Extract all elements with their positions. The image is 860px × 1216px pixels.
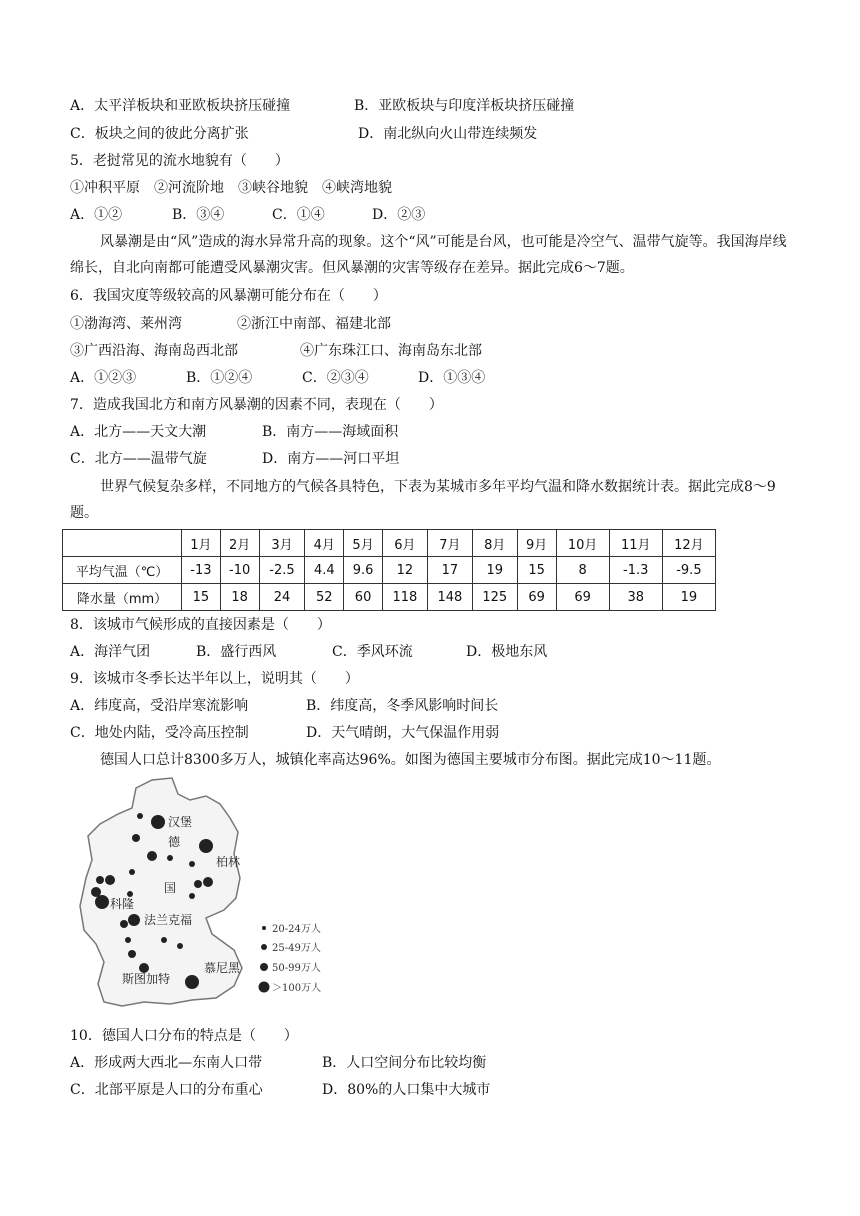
precipitation-cell: 24 <box>259 584 305 611</box>
city-dot-cologne <box>95 895 109 909</box>
temperature-cell: 17 <box>427 557 472 584</box>
month-header: 9月 <box>517 530 556 557</box>
map-label-stuttgart: 斯图加特 <box>122 972 171 986</box>
map-label-guo: 国 <box>164 881 177 895</box>
q10-stem: 10．德国人口分布的特点是（ ） <box>70 1028 298 1044</box>
precipitation-cell: 18 <box>220 584 259 611</box>
q8-stem: 8．该城市气候形成的直接因素是（ ） <box>70 617 331 633</box>
precipitation-cell: 69 <box>556 584 609 611</box>
q10-option-b: B．人口空间分布比较均衡 <box>322 1055 487 1071</box>
passage-germany: 德国人口总计8300多万人，城镇化率高达96%。如图为德国主要城市分布图。据此完成10～11题。 <box>100 752 721 768</box>
month-header: 5月 <box>344 530 383 557</box>
city-dot <box>120 920 128 928</box>
q6-stem: 6．我国灾度等级较高的风暴潮可能分布在（ ） <box>70 288 387 304</box>
map-label-hamburg: 汉堡 <box>168 815 193 829</box>
q8-option-b: B．盛行西风 <box>196 644 277 660</box>
table-row-precipitation <box>63 584 716 611</box>
q6-option-d: D．①③④ <box>418 370 486 386</box>
q10-option-d: D．80%的人口集中大城市 <box>322 1082 491 1098</box>
q9-option-d: D．天气晴朗，大气保温作用弱 <box>306 725 500 741</box>
month-header: 10月 <box>556 530 609 557</box>
legend-label: 20-24万人 <box>272 924 321 935</box>
legend-dot-xlarge <box>259 982 270 993</box>
legend-label: 25-49万人 <box>272 943 321 954</box>
legend-dot-medium <box>261 944 267 950</box>
temperature-cell: 9.6 <box>344 557 383 584</box>
precipitation-cell: 125 <box>472 584 517 611</box>
city-dot <box>132 834 140 842</box>
table-corner-cell <box>63 530 182 557</box>
city-dot <box>167 855 173 861</box>
q9-option-a: A．纬度高，受沿岸寒流影响 <box>70 698 249 714</box>
precipitation-cell: 60 <box>344 584 383 611</box>
city-dot <box>96 876 104 884</box>
city-dot <box>189 893 195 899</box>
q6-option-b: B．①②④ <box>186 370 253 386</box>
q7-option-c: C．北方——温带气旋 <box>70 451 207 467</box>
passage-storm-surge: 风暴潮是由“风”造成的海水异常升高的现象。这个“风”可能是台风，也可能是冷空气、温带气旋等。我国海岸线绵长，自北向南都可能遭受风暴潮灾害。但风暴潮的灾害等级存在差异。据此完成6～7题。 <box>70 234 787 276</box>
precipitation-row-label: 降水量（mm） <box>63 584 182 611</box>
month-header: 11月 <box>609 530 662 557</box>
temperature-cell: 12 <box>382 557 427 584</box>
q5-stem: 5．老挝常见的流水地貌有（ ） <box>70 153 289 169</box>
city-dot <box>125 937 131 943</box>
precipitation-cell: 15 <box>182 584 221 611</box>
temperature-row-label: 平均气温（℃） <box>63 557 182 584</box>
q4-option-c: C．板块之间的彼此分离扩张 <box>70 126 249 142</box>
germany-city-map <box>74 774 344 1010</box>
city-dot <box>203 877 213 887</box>
temperature-cell: 4.4 <box>305 557 344 584</box>
q4-option-d: D．南北纵向火山带连续频发 <box>358 126 538 142</box>
q7-stem: 7．造成我国北方和南方风暴潮的因素不同，表现在（ ） <box>70 397 443 413</box>
q6-option-c: C．②③④ <box>302 370 369 386</box>
q5-option-b: B．③④ <box>172 207 225 223</box>
month-header: 4月 <box>305 530 344 557</box>
precipitation-cell: 38 <box>609 584 662 611</box>
q8-option-c: C．季风环流 <box>332 644 413 660</box>
q6-item-1: ①渤海湾、莱州湾 <box>70 316 182 332</box>
precipitation-cell: 118 <box>382 584 427 611</box>
q7-option-a: A．北方——天文大潮 <box>70 424 207 440</box>
month-header: 6月 <box>382 530 427 557</box>
temperature-cell: 15 <box>517 557 556 584</box>
table-row-months <box>63 530 716 557</box>
q9-option-b: B．纬度高，冬季风影响时间长 <box>306 698 499 714</box>
temperature-cell: 8 <box>556 557 609 584</box>
city-dot-frankfurt <box>128 914 140 926</box>
city-dot <box>129 869 135 875</box>
city-dot <box>105 875 115 885</box>
q6-item-3: ③广西沿海、海南岛西北部 <box>70 343 238 359</box>
q10-option-c: C．北部平原是人口的分布重心 <box>70 1082 263 1098</box>
legend-label: ＞100万人 <box>272 983 322 994</box>
map-label-munich: 慕尼黑 <box>204 961 241 975</box>
q7-option-d: D．南方——河口平坦 <box>262 451 400 467</box>
precipitation-cell: 69 <box>517 584 556 611</box>
q10-option-a: A．形成两大西北—东南人口带 <box>70 1055 263 1071</box>
table-row-temperature <box>63 557 716 584</box>
q8-option-d: D．极地东风 <box>466 644 548 660</box>
month-header: 7月 <box>427 530 472 557</box>
month-header: 2月 <box>220 530 259 557</box>
city-dot <box>128 950 136 958</box>
city-dot-berlin <box>199 839 213 853</box>
precipitation-cell: 148 <box>427 584 472 611</box>
temperature-cell: -9.5 <box>662 557 715 584</box>
q4-option-a: A．太平洋板块和亚欧板块挤压碰撞 <box>70 98 291 114</box>
precipitation-cell: 52 <box>305 584 344 611</box>
map-label-berlin: 柏林 <box>216 855 241 869</box>
city-dot <box>137 813 143 819</box>
q6-item-4: ④广东珠江口、海南岛东北部 <box>300 343 482 359</box>
temperature-cell: -1.3 <box>609 557 662 584</box>
q5-option-c: C．①④ <box>272 207 325 223</box>
legend-label: 50-99万人 <box>272 963 321 974</box>
passage-climate: 世界气候复杂多样，不同地方的气候各具特色，下表为某城市多年平均气温和降水数据统计表。据此完成8～9题。 <box>70 479 776 521</box>
q6-item-2: ②浙江中南部、福建北部 <box>237 316 391 332</box>
month-header: 12月 <box>662 530 715 557</box>
map-label-frankfurt: 法兰克福 <box>144 913 193 927</box>
q6-option-a: A．①②③ <box>70 370 137 386</box>
temperature-cell: -13 <box>182 557 221 584</box>
q9-stem: 9．该城市冬季长达半年以上，说明其（ ） <box>70 671 359 687</box>
city-dot-hamburg <box>151 815 165 829</box>
q8-option-a: A．海洋气团 <box>70 644 151 660</box>
month-header: 1月 <box>182 530 221 557</box>
city-dot-munich <box>185 975 199 989</box>
precipitation-cell: 19 <box>662 584 715 611</box>
climate-table <box>62 529 716 611</box>
q9-option-c: C．地处内陆，受冷高压控制 <box>70 725 249 741</box>
temperature-cell: -10 <box>220 557 259 584</box>
map-label-cologne: 科隆 <box>110 897 135 911</box>
city-dot <box>147 851 157 861</box>
city-dot <box>161 937 167 943</box>
city-dot <box>189 861 195 867</box>
month-header: 3月 <box>259 530 305 557</box>
temperature-cell: -2.5 <box>259 557 305 584</box>
q5-items: ①冲积平原 ②河流阶地 ③峡谷地貌 ④峡湾地貌 <box>70 180 392 196</box>
q4-option-b: B．亚欧板块与印度洋板块挤压碰撞 <box>354 98 575 114</box>
legend-dot-small <box>262 926 266 930</box>
city-dot <box>194 880 202 888</box>
legend-dot-large <box>260 963 268 971</box>
map-label-de: 德 <box>168 835 181 849</box>
month-header: 8月 <box>472 530 517 557</box>
temperature-cell: 19 <box>472 557 517 584</box>
q5-option-a: A．①② <box>70 207 123 223</box>
q7-option-b: B．南方——海域面积 <box>262 424 399 440</box>
q5-option-d: D．②③ <box>372 207 426 223</box>
city-dot <box>177 943 183 949</box>
